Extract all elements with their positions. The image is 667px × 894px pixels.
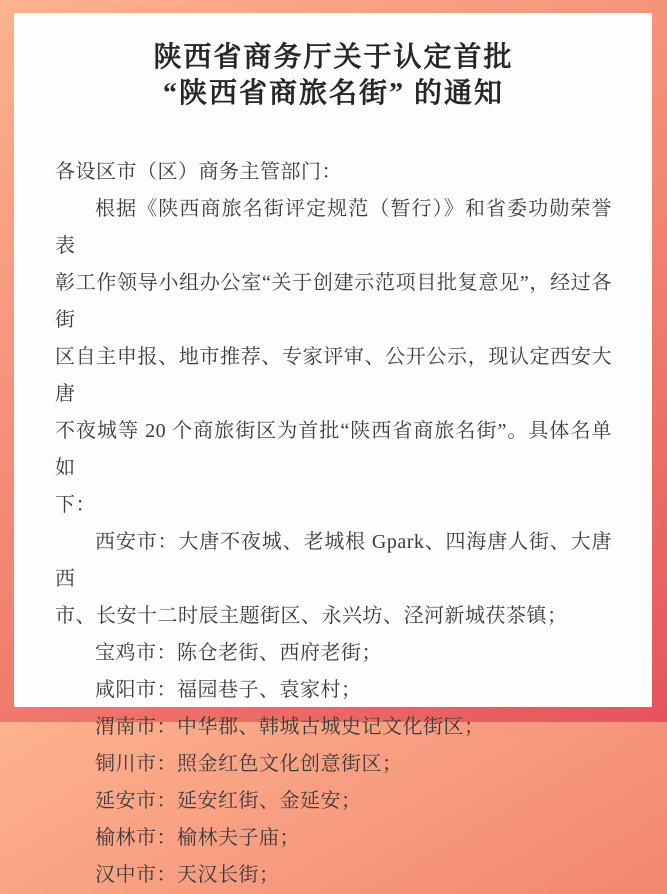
body-line: 咸阳市：福园巷子、袁家村； [95,679,362,701]
body-line: 不夜城等 20 个商旅街区为首批“陕西省商旅名街”。具体名单如 [55,420,612,479]
document-title [55,40,612,112]
salutation-line: 各设区市（区）商务主管部门： [55,161,342,183]
body-line: 彰工作领导小组办公室“关于创建示范项目批复意见”，经过各街 [55,272,612,331]
body-line: 根据《陕西商旅名街评定规范（暂行）》和省委功勋荣誉表 [55,198,612,257]
body-line: 渭南市：中华郡、韩城古城史记文化街区； [95,716,485,738]
body-line: 西安市：大唐不夜城、老城根 Gpark、四海唐人街、大唐西 [55,531,612,590]
body-line: 区自主申报、地市推荐、专家评审、公开公示，现认定西安大唐 [55,346,612,405]
body-line: 汉中市：天汉长街； [95,864,280,886]
body-line: 下： [55,494,96,516]
body-line: 市、长安十二时辰主题街区、永兴坊、泾河新城茯茶镇； [55,605,568,627]
body-line: 榆林市：榆林夫子庙； [95,827,300,849]
document-paper [14,13,652,886]
body-line: 铜川市：照金红色文化创意街区； [95,753,403,775]
title-line-2: “陕西省商旅名街” 的通知 [162,78,504,109]
title-line-1: 陕西省商务厅关于认定首批 [153,42,514,73]
document-body [55,154,612,894]
body-line: 延安市：延安红街、金延安； [95,790,362,812]
body-line: 宝鸡市：陈仓老街、西府老街； [95,642,382,664]
